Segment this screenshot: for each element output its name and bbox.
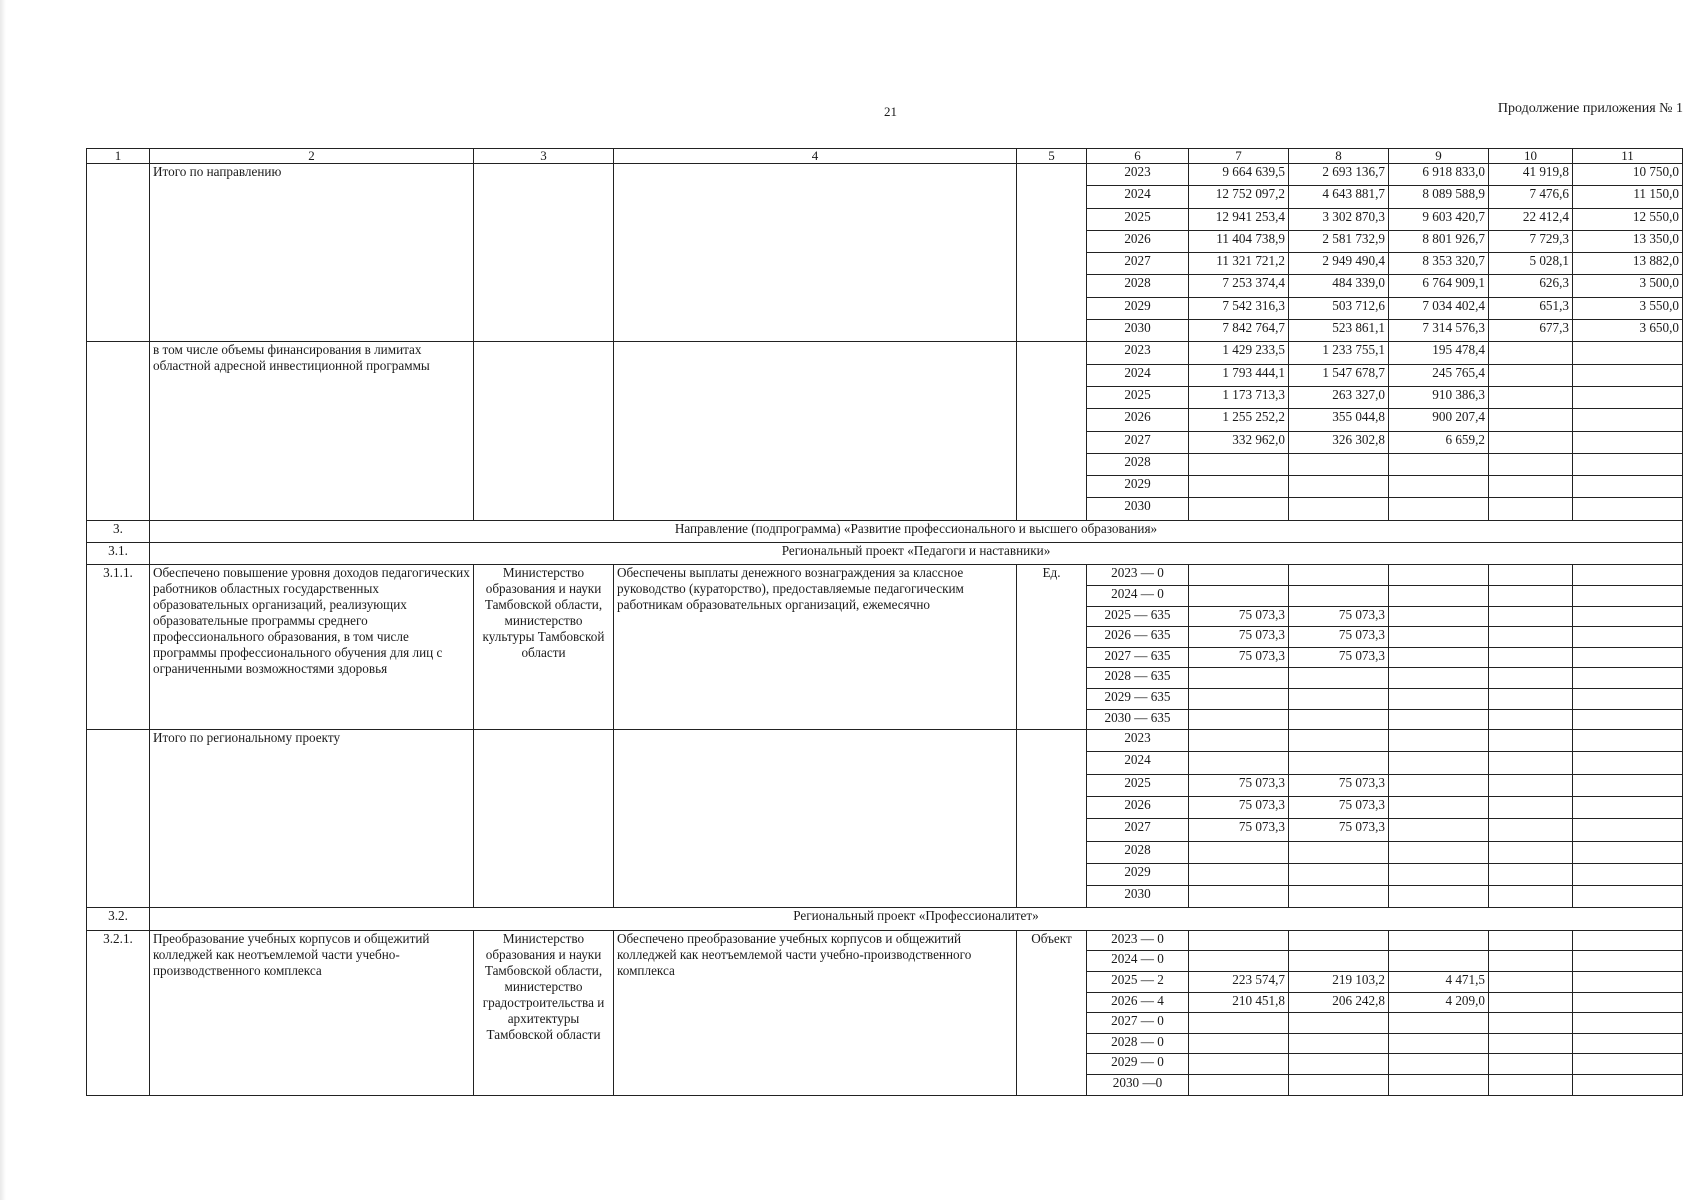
amount-cell-c8: [1289, 709, 1389, 730]
amount-cell-c7: 11 404 738,9: [1189, 230, 1289, 252]
amount-cell-c10: [1489, 930, 1573, 951]
item-result: [614, 730, 1017, 908]
year-cell: 2024: [1087, 186, 1189, 208]
amount-cell-c7: 75 073,3: [1189, 627, 1289, 648]
amount-cell-c7: [1189, 863, 1289, 885]
amount-cell-c10: [1489, 709, 1573, 730]
col-header: 7: [1189, 149, 1289, 164]
section-title: Региональный проект «Педагоги и наставники»: [150, 543, 1683, 565]
amount-cell-c8: 1 547 678,7: [1289, 364, 1389, 386]
amount-cell-c10: 7 729,3: [1489, 230, 1573, 252]
year-cell: 2028: [1087, 275, 1189, 297]
amount-cell-c7: 1 429 233,5: [1189, 342, 1289, 364]
year-cell: 2024: [1087, 364, 1189, 386]
amount-cell-c8: [1289, 585, 1389, 606]
amount-cell-c7: 7 542 316,3: [1189, 297, 1289, 319]
amount-cell-c9: [1389, 796, 1489, 818]
year-cell: 2023: [1087, 730, 1189, 752]
amount-cell-c7: 1 173 713,3: [1189, 386, 1289, 408]
amount-cell-c9: [1389, 668, 1489, 689]
amount-cell-c11: [1573, 476, 1683, 498]
amount-cell-c8: 263 327,0: [1289, 386, 1389, 408]
amount-cell-c7: 9 664 639,5: [1189, 164, 1289, 186]
amount-cell-c8: 219 103,2: [1289, 971, 1389, 992]
amount-cell-c8: 2 693 136,7: [1289, 164, 1389, 186]
amount-cell-c7: 75 073,3: [1189, 606, 1289, 627]
amount-cell-c9: 8 801 926,7: [1389, 230, 1489, 252]
col-header: 5: [1017, 149, 1087, 164]
item-unit: [1017, 164, 1087, 342]
col-header: 11: [1573, 149, 1683, 164]
amount-cell-c10: [1489, 886, 1573, 908]
amount-cell-c8: 326 302,8: [1289, 431, 1389, 453]
amount-cell-c10: [1489, 668, 1573, 689]
amount-cell-c8: 3 302 870,3: [1289, 208, 1389, 230]
amount-cell-c7: [1189, 498, 1289, 520]
amount-cell-c10: 22 412,4: [1489, 208, 1573, 230]
amount-cell-c10: [1489, 971, 1573, 992]
amount-cell-c7: 75 073,3: [1189, 819, 1289, 841]
amount-cell-c8: [1289, 1013, 1389, 1034]
amount-cell-c11: [1573, 819, 1683, 841]
amount-cell-c9: 6 659,2: [1389, 431, 1489, 453]
amount-cell-c11: [1573, 585, 1683, 606]
amount-cell-c8: 2 949 490,4: [1289, 253, 1389, 275]
col-header: 4: [614, 149, 1017, 164]
year-cell: 2025 — 635: [1087, 606, 1189, 627]
year-cell: 2029: [1087, 863, 1189, 885]
amount-cell-c11: [1573, 627, 1683, 648]
amount-cell-c7: 75 073,3: [1189, 796, 1289, 818]
amount-cell-c10: [1489, 819, 1573, 841]
amount-cell-c11: [1573, 668, 1683, 689]
year-cell: 2024 — 0: [1087, 951, 1189, 972]
amount-cell-c7: [1189, 1033, 1289, 1054]
amount-cell-c8: 75 073,3: [1289, 647, 1389, 668]
amount-cell-c7: 7 842 764,7: [1189, 320, 1289, 342]
amount-cell-c11: 11 150,0: [1573, 186, 1683, 208]
amount-cell-c10: [1489, 342, 1573, 364]
amount-cell-c7: 11 321 721,2: [1189, 253, 1289, 275]
item-number: [87, 342, 150, 520]
amount-cell-c11: 3 550,0: [1573, 297, 1683, 319]
item-name: Итого по региональному проекту: [150, 730, 474, 908]
appendix-note: Продолжение приложения № 1: [1497, 101, 1683, 116]
amount-cell-c11: 13 882,0: [1573, 253, 1683, 275]
amount-cell-c8: 75 073,3: [1289, 774, 1389, 796]
amount-cell-c8: 75 073,3: [1289, 819, 1389, 841]
amount-cell-c7: [1189, 709, 1289, 730]
amount-cell-c11: [1573, 453, 1683, 475]
amount-cell-c10: [1489, 498, 1573, 520]
amount-cell-c10: [1489, 386, 1573, 408]
amount-cell-c9: 910 386,3: [1389, 386, 1489, 408]
amount-cell-c10: 651,3: [1489, 297, 1573, 319]
amount-cell-c8: [1289, 1074, 1389, 1095]
amount-cell-c11: [1573, 606, 1683, 627]
amount-cell-c7: [1189, 886, 1289, 908]
amount-cell-c7: [1189, 668, 1289, 689]
amount-cell-c7: [1189, 585, 1289, 606]
section-row: [87, 908, 1683, 930]
amount-cell-c7: 12 941 253,4: [1189, 208, 1289, 230]
year-cell: 2025: [1087, 208, 1189, 230]
section-row: [87, 543, 1683, 565]
amount-cell-c7: [1189, 752, 1289, 774]
amount-cell-c7: 223 574,7: [1189, 971, 1289, 992]
item-number: 3.2.1.: [87, 930, 150, 1095]
amount-cell-c9: [1389, 498, 1489, 520]
amount-cell-c11: 3 650,0: [1573, 320, 1683, 342]
amount-cell-c8: [1289, 668, 1389, 689]
year-cell: 2026 — 4: [1087, 992, 1189, 1013]
amount-cell-c10: [1489, 774, 1573, 796]
amount-cell-c9: [1389, 1054, 1489, 1075]
amount-cell-c7: [1189, 1054, 1289, 1075]
section-number: 3.: [87, 520, 150, 542]
amount-cell-c11: [1573, 1074, 1683, 1095]
item-result: [614, 164, 1017, 342]
year-cell: 2027: [1087, 253, 1189, 275]
amount-cell-c9: [1389, 863, 1489, 885]
amount-cell-c9: [1389, 752, 1489, 774]
amount-cell-c11: [1573, 886, 1683, 908]
item-unit: [1017, 730, 1087, 908]
amount-cell-c11: [1573, 498, 1683, 520]
amount-cell-c10: [1489, 1054, 1573, 1075]
item-executor: Министерство образования и науки Тамбовской области, министерство градостроительства и архитектуры Тамбовской области: [474, 930, 614, 1095]
amount-cell-c8: [1289, 930, 1389, 951]
amount-cell-c9: [1389, 1033, 1489, 1054]
amount-cell-c9: [1389, 774, 1489, 796]
year-cell: 2030: [1087, 498, 1189, 520]
year-cell: 2029: [1087, 476, 1189, 498]
year-cell: 2030 —0: [1087, 1074, 1189, 1095]
year-cell: 2023 — 0: [1087, 930, 1189, 951]
amount-cell-c9: [1389, 688, 1489, 709]
amount-cell-c7: 1 793 444,1: [1189, 364, 1289, 386]
item-name: Преобразование учебных корпусов и общежитий колледжей как неотъемлемой части учебно-производственного комплекса: [150, 930, 474, 1095]
amount-cell-c11: [1573, 971, 1683, 992]
amount-cell-c9: [1389, 606, 1489, 627]
amount-cell-c8: [1289, 688, 1389, 709]
amount-cell-c10: [1489, 688, 1573, 709]
col-header: 2: [150, 149, 474, 164]
amount-cell-c9: [1389, 476, 1489, 498]
amount-cell-c9: [1389, 453, 1489, 475]
amount-cell-c10: [1489, 841, 1573, 863]
amount-cell-c8: [1289, 1033, 1389, 1054]
col-header: 9: [1389, 149, 1489, 164]
amount-cell-c9: [1389, 647, 1489, 668]
col-header: 3: [474, 149, 614, 164]
amount-cell-c8: [1289, 841, 1389, 863]
year-cell: 2025: [1087, 774, 1189, 796]
amount-cell-c7: [1189, 453, 1289, 475]
year-cell: 2028: [1087, 453, 1189, 475]
item-name: Итого по направлению: [150, 164, 474, 342]
financing-table: [86, 148, 1683, 1096]
amount-cell-c7: 75 073,3: [1189, 647, 1289, 668]
amount-cell-c7: [1189, 951, 1289, 972]
amount-cell-c8: 4 643 881,7: [1289, 186, 1389, 208]
amount-cell-c7: [1189, 930, 1289, 951]
item-executor: [474, 730, 614, 908]
amount-cell-c7: [1189, 1074, 1289, 1095]
amount-cell-c7: [1189, 841, 1289, 863]
year-cell: 2029: [1087, 297, 1189, 319]
year-cell: 2026: [1087, 796, 1189, 818]
year-cell: 2030 — 635: [1087, 709, 1189, 730]
amount-cell-c7: [1189, 476, 1289, 498]
col-header: 6: [1087, 149, 1189, 164]
year-cell: 2023: [1087, 342, 1189, 364]
amount-cell-c9: 6 764 909,1: [1389, 275, 1489, 297]
year-cell: 2027: [1087, 431, 1189, 453]
amount-cell-c10: 677,3: [1489, 320, 1573, 342]
amount-cell-c11: [1573, 796, 1683, 818]
amount-cell-c9: [1389, 1013, 1489, 1034]
amount-cell-c7: [1189, 688, 1289, 709]
item-result: [614, 342, 1017, 520]
amount-cell-c11: 12 550,0: [1573, 208, 1683, 230]
amount-cell-c11: [1573, 342, 1683, 364]
item-executor: [474, 342, 614, 520]
amount-cell-c10: 5 028,1: [1489, 253, 1573, 275]
amount-cell-c8: [1289, 498, 1389, 520]
amount-cell-c8: 206 242,8: [1289, 992, 1389, 1013]
amount-cell-c9: 7 034 402,4: [1389, 297, 1489, 319]
amount-cell-c11: [1573, 688, 1683, 709]
amount-cell-c10: [1489, 730, 1573, 752]
amount-cell-c9: 9 603 420,7: [1389, 208, 1489, 230]
item-name: в том числе объемы финансирования в лимитах областной адресной инвестиционной программы: [150, 342, 474, 520]
amount-cell-c9: [1389, 565, 1489, 586]
amount-cell-c9: 8 353 320,7: [1389, 253, 1489, 275]
year-cell: 2030: [1087, 886, 1189, 908]
amount-cell-c11: [1573, 1033, 1683, 1054]
amount-cell-c9: [1389, 627, 1489, 648]
amount-cell-c10: [1489, 796, 1573, 818]
amount-cell-c8: [1289, 752, 1389, 774]
amount-cell-c10: [1489, 647, 1573, 668]
section-number: 3.2.: [87, 908, 150, 930]
amount-cell-c10: [1489, 453, 1573, 475]
amount-cell-c10: [1489, 1033, 1573, 1054]
section-title: Региональный проект «Профессионалитет»: [150, 908, 1683, 930]
col-header: 1: [87, 149, 150, 164]
amount-cell-c11: [1573, 1013, 1683, 1034]
page-number: 21: [884, 104, 897, 119]
table-row: [87, 730, 1683, 752]
amount-cell-c8: [1289, 476, 1389, 498]
amount-cell-c11: 10 750,0: [1573, 164, 1683, 186]
year-cell: 2028 — 0: [1087, 1033, 1189, 1054]
year-cell: 2028 — 635: [1087, 668, 1189, 689]
amount-cell-c10: [1489, 565, 1573, 586]
amount-cell-c9: 4 471,5: [1389, 971, 1489, 992]
amount-cell-c9: 195 478,4: [1389, 342, 1489, 364]
amount-cell-c7: 1 255 252,2: [1189, 409, 1289, 431]
table-row: [87, 342, 1683, 364]
year-cell: 2025: [1087, 386, 1189, 408]
amount-cell-c10: [1489, 1013, 1573, 1034]
col-header: 8: [1289, 149, 1389, 164]
year-cell: 2027: [1087, 819, 1189, 841]
year-cell: 2026: [1087, 230, 1189, 252]
amount-cell-c8: 75 073,3: [1289, 627, 1389, 648]
year-cell: 2024: [1087, 752, 1189, 774]
amount-cell-c11: [1573, 364, 1683, 386]
item-executor: [474, 164, 614, 342]
amount-cell-c9: [1389, 585, 1489, 606]
item-result: Обеспечены выплаты денежного вознаграждения за классное руководство (кураторство), предоставляемые педагогическим работникам образовательных организаций, ежемесячно: [614, 565, 1017, 730]
amount-cell-c8: [1289, 886, 1389, 908]
item-name: Обеспечено повышение уровня доходов педагогических работников областных государственных образовательных организаций, реализующих образовательные программы среднего профессионального образования, в том числе программы профессионального обучения для лиц с ограниченными возможностями здоровья: [150, 565, 474, 730]
year-cell: 2029 — 0: [1087, 1054, 1189, 1075]
amount-cell-c9: [1389, 886, 1489, 908]
amount-cell-c9: [1389, 930, 1489, 951]
amount-cell-c7: 210 451,8: [1189, 992, 1289, 1013]
amount-cell-c8: [1289, 453, 1389, 475]
year-cell: 2030: [1087, 320, 1189, 342]
amount-cell-c9: [1389, 730, 1489, 752]
year-cell: 2024 — 0: [1087, 585, 1189, 606]
amount-cell-c8: 355 044,8: [1289, 409, 1389, 431]
amount-cell-c8: [1289, 1054, 1389, 1075]
item-unit: Ед.: [1017, 565, 1087, 730]
amount-cell-c11: [1573, 951, 1683, 972]
amount-cell-c7: [1189, 565, 1289, 586]
amount-cell-c7: 7 253 374,4: [1189, 275, 1289, 297]
section-number: 3.1.: [87, 543, 150, 565]
amount-cell-c9: 4 209,0: [1389, 992, 1489, 1013]
item-number: 3.1.1.: [87, 565, 150, 730]
amount-cell-c10: 7 476,6: [1489, 186, 1573, 208]
scan-edge: [0, 0, 6, 1200]
table-row: [87, 164, 1683, 186]
amount-cell-c7: 12 752 097,2: [1189, 186, 1289, 208]
amount-cell-c7: 75 073,3: [1189, 774, 1289, 796]
amount-cell-c11: [1573, 409, 1683, 431]
amount-cell-c8: [1289, 863, 1389, 885]
amount-cell-c11: [1573, 930, 1683, 951]
amount-cell-c10: [1489, 476, 1573, 498]
amount-cell-c9: [1389, 1074, 1489, 1095]
item-executor: Министерство образования и науки Тамбовской области, министерство культуры Тамбовской области: [474, 565, 614, 730]
amount-cell-c11: [1573, 647, 1683, 668]
amount-cell-c11: 3 500,0: [1573, 275, 1683, 297]
amount-cell-c8: [1289, 565, 1389, 586]
section-title: Направление (подпрограмма) «Развитие профессионального и высшего образования»: [150, 520, 1683, 542]
year-cell: 2023: [1087, 164, 1189, 186]
amount-cell-c10: [1489, 364, 1573, 386]
amount-cell-c9: [1389, 819, 1489, 841]
amount-cell-c8: 523 861,1: [1289, 320, 1389, 342]
amount-cell-c11: [1573, 774, 1683, 796]
amount-cell-c8: 484 339,0: [1289, 275, 1389, 297]
amount-cell-c9: [1389, 709, 1489, 730]
amount-cell-c9: 7 314 576,3: [1389, 320, 1489, 342]
amount-cell-c10: [1489, 585, 1573, 606]
amount-cell-c9: 900 207,4: [1389, 409, 1489, 431]
amount-cell-c9: 8 089 588,9: [1389, 186, 1489, 208]
amount-cell-c7: 332 962,0: [1189, 431, 1289, 453]
amount-cell-c8: [1289, 730, 1389, 752]
year-cell: 2026 — 635: [1087, 627, 1189, 648]
column-number-row: [87, 149, 1683, 164]
section-row: [87, 520, 1683, 542]
amount-cell-c9: 245 765,4: [1389, 364, 1489, 386]
amount-cell-c7: [1189, 1013, 1289, 1034]
amount-cell-c8: 75 073,3: [1289, 606, 1389, 627]
amount-cell-c10: [1489, 863, 1573, 885]
amount-cell-c11: [1573, 386, 1683, 408]
amount-cell-c11: [1573, 992, 1683, 1013]
amount-cell-c11: [1573, 752, 1683, 774]
year-cell: 2027 — 0: [1087, 1013, 1189, 1034]
amount-cell-c8: 1 233 755,1: [1289, 342, 1389, 364]
amount-cell-c10: [1489, 951, 1573, 972]
year-cell: 2025 — 2: [1087, 971, 1189, 992]
amount-cell-c11: [1573, 431, 1683, 453]
col-header: 10: [1489, 149, 1573, 164]
amount-cell-c9: [1389, 951, 1489, 972]
year-cell: 2023 — 0: [1087, 565, 1189, 586]
amount-cell-c11: [1573, 565, 1683, 586]
amount-cell-c11: [1573, 1054, 1683, 1075]
year-cell: 2027 — 635: [1087, 647, 1189, 668]
item-result: Обеспечено преобразование учебных корпусов и общежитий колледжей как неотъемлемой части учебно-производственного комплекса: [614, 930, 1017, 1095]
amount-cell-c8: 2 581 732,9: [1289, 230, 1389, 252]
item-unit: [1017, 342, 1087, 520]
amount-cell-c10: [1489, 752, 1573, 774]
table-row: [87, 930, 1683, 951]
amount-cell-c10: [1489, 1074, 1573, 1095]
item-unit: Объект: [1017, 930, 1087, 1095]
table-body: [87, 164, 1683, 1096]
amount-cell-c9: [1389, 841, 1489, 863]
year-cell: 2028: [1087, 841, 1189, 863]
amount-cell-c9: 6 918 833,0: [1389, 164, 1489, 186]
amount-cell-c11: [1573, 841, 1683, 863]
amount-cell-c10: 626,3: [1489, 275, 1573, 297]
amount-cell-c7: [1189, 730, 1289, 752]
amount-cell-c11: [1573, 709, 1683, 730]
amount-cell-c10: [1489, 606, 1573, 627]
year-cell: 2029 — 635: [1087, 688, 1189, 709]
amount-cell-c10: 41 919,8: [1489, 164, 1573, 186]
item-number: [87, 730, 150, 908]
item-number: [87, 164, 150, 342]
amount-cell-c10: [1489, 627, 1573, 648]
amount-cell-c10: [1489, 992, 1573, 1013]
year-cell: 2026: [1087, 409, 1189, 431]
amount-cell-c8: [1289, 951, 1389, 972]
table-row: [87, 565, 1683, 586]
amount-cell-c11: [1573, 730, 1683, 752]
amount-cell-c8: 503 712,6: [1289, 297, 1389, 319]
amount-cell-c11: 13 350,0: [1573, 230, 1683, 252]
amount-cell-c10: [1489, 431, 1573, 453]
amount-cell-c10: [1489, 409, 1573, 431]
amount-cell-c11: [1573, 863, 1683, 885]
amount-cell-c8: 75 073,3: [1289, 796, 1389, 818]
